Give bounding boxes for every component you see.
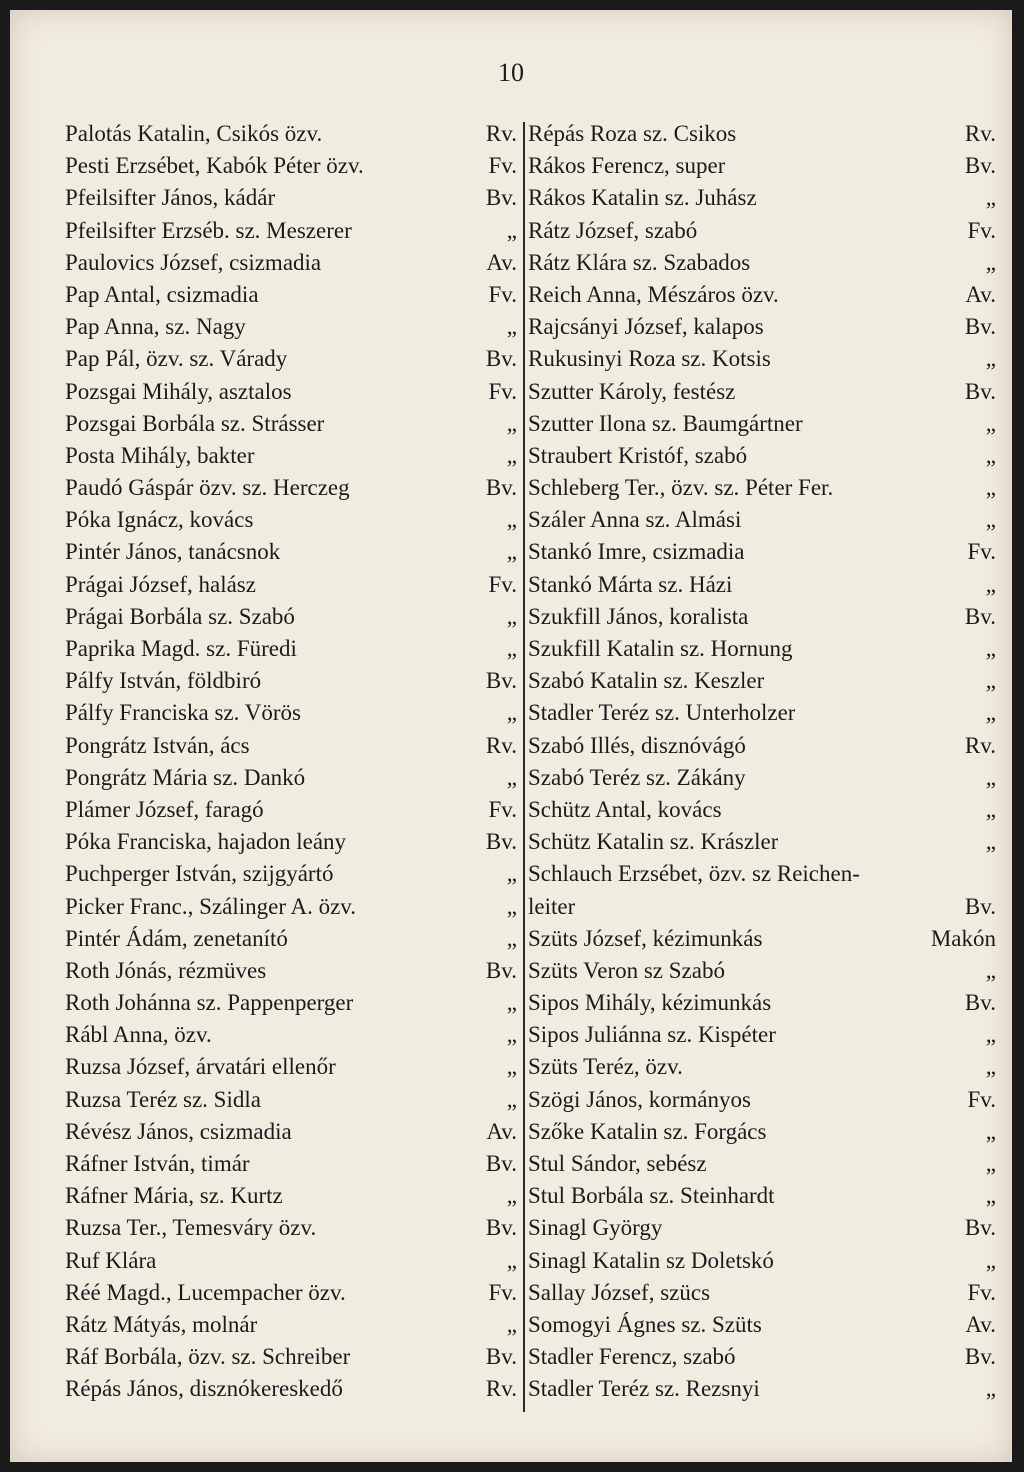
entry-location: „ — [985, 346, 996, 372]
list-item — [65, 697, 517, 729]
list-item — [65, 1084, 517, 1116]
list-item — [65, 279, 517, 311]
list-item — [528, 1084, 996, 1116]
entry-name: Pesti Erzsébet, Kabók Péter özv. — [65, 153, 364, 179]
entry-name: Rajcsányi József, kalapos — [528, 314, 764, 340]
list-item — [528, 1277, 996, 1309]
entry-location: Makón — [930, 925, 996, 951]
entry-name: Straubert Kristóf, szabó — [528, 442, 748, 468]
entry-location: „ — [985, 571, 996, 597]
entry-location: Fv. — [488, 281, 517, 307]
entry-location: „ — [506, 636, 517, 661]
entry-name: Paudó Gáspár özv. sz. Herczeg — [65, 475, 350, 501]
list-item — [528, 665, 996, 697]
column-divider — [523, 122, 525, 1412]
list-item — [528, 601, 996, 633]
entry-name: Sipos Mihály, kézimunkás — [528, 990, 772, 1016]
entry-name: Sinagl György — [528, 1215, 663, 1241]
entry-name: Ruzsa Ter., Temesváry özv. — [65, 1215, 317, 1241]
list-item — [65, 311, 517, 343]
entry-location: Fv. — [967, 217, 996, 243]
list-item — [65, 440, 517, 472]
list-item — [528, 697, 996, 729]
entry-name: Paprika Magd. sz. Füredi — [65, 636, 297, 661]
entry-name: Pongrátz Mária sz. Dankó — [65, 764, 306, 790]
list-item — [65, 633, 517, 665]
list-item — [65, 472, 517, 504]
entry-name: Szukfill Katalin sz. Hornung — [528, 636, 793, 661]
entry-location: Bv. — [485, 475, 517, 501]
list-item — [528, 472, 996, 504]
entry-name: Sipos Juliánna sz. Kispéter — [528, 1022, 776, 1048]
entry-name: Roth Johánna sz. Pappenperger — [65, 990, 354, 1016]
list-item — [528, 1309, 996, 1341]
entry-name: Pap Anna, sz. Nagy — [65, 314, 246, 340]
entry-location: „ — [985, 185, 996, 211]
entry-location: „ — [985, 796, 996, 822]
entry-name: Ruzsa József, árvatári ellenőr — [65, 1054, 336, 1080]
entry-location: „ — [506, 314, 517, 340]
list-item — [65, 504, 517, 536]
entry-name: Paulovics József, csizmadia — [65, 249, 322, 275]
entry-name: Puchperger István, szijgyártó — [65, 861, 334, 887]
entry-name: Rukusinyi Roza sz. Kotsis — [528, 346, 771, 372]
list-item — [528, 891, 996, 923]
entry-name: Póka Ignácz, kovács — [65, 507, 254, 533]
entry-name: Szögi János, kormányos — [528, 1086, 751, 1112]
entry-name: Száler Anna sz. Almási — [528, 507, 742, 533]
list-item — [65, 150, 517, 182]
list-item — [528, 1341, 996, 1373]
entry-name: Pálfy Franciska sz. Vörös — [65, 700, 301, 726]
list-item — [65, 1019, 517, 1051]
entry-location: „ — [985, 1183, 996, 1209]
entry-name: Sallay József, szücs — [528, 1279, 711, 1305]
entry-location: Bv. — [964, 893, 996, 919]
list-item — [528, 1116, 996, 1148]
entry-location: Fv. — [488, 1279, 517, 1305]
entry-location: „ — [506, 507, 517, 533]
list-item — [65, 1148, 517, 1180]
entry-name: Schleberg Ter., özv. sz. Péter Fer. — [528, 475, 834, 501]
entry-name: Szüts József, kézimunkás — [528, 925, 763, 951]
list-item — [528, 247, 996, 279]
entry-location: Fv. — [488, 153, 517, 179]
entry-name: Szabó Teréz sz. Zákány — [528, 764, 746, 790]
entry-location: „ — [985, 1118, 996, 1144]
entry-location: Av. — [965, 281, 996, 307]
list-item — [65, 1309, 517, 1341]
entry-name: Prágai József, halász — [65, 571, 256, 597]
list-item — [528, 1051, 996, 1083]
entry-location: „ — [985, 1054, 996, 1080]
list-item — [65, 665, 517, 697]
list-item — [65, 858, 517, 890]
entry-name: Picker Franc., Szálinger A. özv. — [65, 893, 357, 919]
entry-name: Pintér Ádám, zenetanító — [65, 925, 288, 951]
list-item — [65, 1341, 517, 1373]
list-item — [65, 987, 517, 1019]
entry-location: „ — [506, 861, 517, 887]
entry-location: Fv. — [488, 571, 517, 597]
entry-location: „ — [506, 217, 517, 243]
entry-location: Bv. — [485, 957, 517, 983]
entry-location: Fv. — [967, 1279, 996, 1305]
entry-name: Pozsgai Mihály, asztalos — [65, 378, 292, 404]
entry-name: Roth Jónás, rézmüves — [65, 957, 267, 983]
list-item — [65, 1373, 517, 1405]
entry-name: Sinagl Katalin sz Doletskó — [528, 1247, 774, 1273]
list-item — [65, 1051, 517, 1083]
entry-location: Fv. — [967, 1086, 996, 1112]
entry-name: Révész János, csizmadia — [65, 1118, 292, 1144]
entry-location: Bv. — [485, 1151, 517, 1176]
list-item — [65, 215, 517, 247]
entry-name: Pfeilsifter János, kádár — [65, 185, 276, 211]
entry-location: Bv. — [485, 668, 517, 694]
list-item — [528, 794, 996, 826]
entry-location: „ — [506, 893, 517, 919]
entry-location: Fv. — [488, 796, 517, 822]
entry-location: „ — [985, 636, 996, 661]
list-item — [528, 1245, 996, 1277]
entry-location: „ — [506, 1086, 517, 1112]
list-item — [528, 762, 996, 794]
list-item — [65, 1212, 517, 1244]
entry-name: Stul Sándor, sebész — [528, 1151, 707, 1176]
list-item — [65, 923, 517, 955]
entry-location: „ — [985, 1151, 996, 1176]
entry-name: Palotás Katalin, Csikós özv. — [65, 121, 323, 146]
list-item — [528, 311, 996, 343]
list-item — [528, 826, 996, 858]
list-item — [65, 569, 517, 601]
entry-name: Stankó Imre, csizmadia — [528, 539, 745, 565]
entry-location: „ — [985, 957, 996, 983]
entry-location: „ — [985, 249, 996, 275]
entry-location: „ — [506, 1247, 517, 1273]
entry-location: Bv. — [485, 829, 517, 855]
entry-location: „ — [506, 442, 517, 468]
list-item — [528, 215, 996, 247]
list-item — [65, 1245, 517, 1277]
entry-name: Stadler Ferencz, szabó — [528, 1344, 736, 1370]
entry-name: Somogyi Ágnes sz. Szüts — [528, 1311, 762, 1337]
entry-name: Prágai Borbála sz. Szabó — [65, 603, 295, 629]
entry-location: „ — [985, 829, 996, 855]
entry-name: Posta Mihály, bakter — [65, 442, 255, 468]
list-item — [528, 955, 996, 987]
entry-location: Bv. — [485, 1344, 517, 1370]
entry-name: Szüts Veron sz Szabó — [528, 957, 725, 983]
list-item — [528, 730, 996, 762]
entry-name: Ráf Borbála, özv. sz. Schreiber — [65, 1344, 351, 1370]
entry-location: Av. — [486, 249, 517, 275]
list-item — [528, 923, 996, 955]
entry-name: Reich Anna, Mészáros özv. — [528, 281, 779, 307]
entry-location: „ — [985, 668, 996, 694]
entry-name: Pap Pál, özv. sz. Várady — [65, 346, 288, 372]
right-column — [528, 118, 996, 1406]
list-item — [528, 858, 996, 890]
list-item — [528, 182, 996, 214]
entry-name: Rákos Ferencz, super — [528, 153, 726, 179]
entry-location: „ — [506, 764, 517, 790]
list-item — [528, 1373, 996, 1405]
list-item — [65, 247, 517, 279]
entry-name: Póka Franciska, hajadon leány — [65, 829, 347, 855]
entry-location: „ — [506, 700, 517, 726]
entry-name: Pozsgai Borbála sz. Strásser — [65, 410, 325, 436]
entry-location: Rv. — [485, 1376, 517, 1402]
entry-name: Plámer József, faragó — [65, 796, 264, 822]
list-item — [528, 408, 996, 440]
document-page — [10, 10, 1012, 1462]
entry-name: Ruf Klára — [65, 1247, 157, 1273]
entry-name: Schütz Antal, kovács — [528, 796, 722, 822]
list-item — [65, 601, 517, 633]
list-item — [65, 182, 517, 214]
list-item — [65, 376, 517, 408]
entry-location: Bv. — [485, 1215, 517, 1241]
entry-name: Ruzsa Teréz sz. Sidla — [65, 1086, 261, 1112]
entry-location: Fv. — [488, 378, 517, 404]
list-item — [65, 536, 517, 568]
entry-name: leiter — [528, 893, 576, 919]
list-item — [528, 376, 996, 408]
list-item — [528, 536, 996, 568]
entry-name: Rátz Mátyás, molnár — [65, 1311, 258, 1337]
entry-location: „ — [506, 990, 517, 1016]
list-item — [65, 1277, 517, 1309]
list-item — [65, 730, 517, 762]
entry-name: Rákos Katalin sz. Juhász — [528, 185, 757, 211]
entry-location: „ — [506, 1311, 517, 1337]
list-item — [528, 118, 996, 150]
left-column — [65, 118, 517, 1406]
list-item — [65, 343, 517, 375]
entry-name: Stadler Teréz sz. Rezsnyi — [528, 1376, 760, 1402]
entry-name: Schütz Katalin sz. Krászler — [528, 829, 779, 855]
list-item — [528, 279, 996, 311]
entry-location: Rv. — [964, 121, 996, 146]
entry-name: Répás Roza sz. Csikos — [528, 121, 737, 146]
list-item — [65, 955, 517, 987]
list-item — [65, 1116, 517, 1148]
entry-location: Bv. — [964, 314, 996, 340]
list-item — [528, 440, 996, 472]
entry-location: „ — [985, 764, 996, 790]
entry-name: Szukfill János, koralista — [528, 603, 749, 629]
entry-name: Szabó Illés, disznóvágó — [528, 732, 746, 758]
entry-location: Rv. — [485, 732, 517, 758]
list-item — [528, 504, 996, 536]
entry-name: Ráfner Mária, sz. Kurtz — [65, 1183, 283, 1209]
entry-name: Szabó Katalin sz. Keszler — [528, 668, 765, 694]
entry-location: Av. — [486, 1118, 517, 1144]
list-item — [528, 1148, 996, 1180]
entry-location: „ — [985, 507, 996, 533]
entry-location: „ — [985, 442, 996, 468]
list-item — [528, 1019, 996, 1051]
entry-location: Bv. — [964, 1344, 996, 1370]
entry-name: Stankó Márta sz. Házi — [528, 571, 733, 597]
entry-location: Bv. — [964, 153, 996, 179]
list-item — [528, 569, 996, 601]
entry-name: Rátz Klára sz. Szabados — [528, 249, 751, 275]
entry-name: Szőke Katalin sz. Forgács — [528, 1118, 767, 1144]
list-item — [528, 1212, 996, 1244]
entry-location: Bv. — [964, 378, 996, 404]
entry-name: Pintér János, tanácsnok — [65, 539, 281, 565]
entry-location: „ — [506, 1054, 517, 1080]
entry-location: Av. — [965, 1311, 996, 1337]
list-item — [528, 987, 996, 1019]
list-item — [65, 826, 517, 858]
list-item — [528, 1180, 996, 1212]
entry-name: Ráfner István, timár — [65, 1151, 250, 1176]
list-item — [65, 1180, 517, 1212]
entry-location: „ — [506, 1183, 517, 1209]
entry-location: „ — [506, 603, 517, 629]
entry-location: „ — [985, 700, 996, 726]
entry-name: Stadler Teréz sz. Unterholzer — [528, 700, 796, 726]
list-item — [65, 891, 517, 923]
entry-name: Schlauch Erzsébet, özv. sz Reichen- — [528, 861, 860, 887]
entry-location: „ — [506, 410, 517, 436]
list-item — [528, 633, 996, 665]
entry-name: Szutter Ilona sz. Baumgártner — [528, 410, 803, 436]
entry-name: Rátz József, szabó — [528, 217, 698, 243]
entry-location: „ — [506, 925, 517, 951]
entry-location: Bv. — [485, 346, 517, 372]
entry-name: Szutter Károly, festész — [528, 378, 736, 404]
entry-name: Réé Magd., Lucempacher özv. — [65, 1279, 346, 1305]
entry-name: Stul Borbála sz. Steinhardt — [528, 1183, 775, 1209]
entry-location: Fv. — [967, 539, 996, 565]
list-item — [528, 343, 996, 375]
entry-location: Bv. — [964, 1215, 996, 1241]
entry-location: „ — [506, 1022, 517, 1048]
entry-name: Rábl Anna, özv. — [65, 1022, 212, 1048]
entry-location: Rv. — [485, 121, 517, 146]
entry-name: Pálfy István, földbiró — [65, 668, 262, 694]
list-item — [65, 762, 517, 794]
list-item — [528, 150, 996, 182]
entry-location: „ — [985, 410, 996, 436]
entry-location: „ — [985, 1376, 996, 1402]
list-item — [65, 794, 517, 826]
entry-location: „ — [506, 539, 517, 565]
entry-location: „ — [985, 1022, 996, 1048]
list-item — [65, 118, 517, 150]
entry-name: Pfeilsifter Erzséb. sz. Meszerer — [65, 217, 352, 243]
entry-location: Rv. — [964, 732, 996, 758]
entry-name: Szüts Teréz, özv. — [528, 1054, 683, 1080]
entry-location: „ — [985, 1247, 996, 1273]
entry-name: Répás János, disznókereskedő — [65, 1376, 343, 1402]
entry-location: Bv. — [485, 185, 517, 211]
page-number: 10 — [498, 58, 524, 87]
entry-location: Bv. — [964, 603, 996, 629]
entry-name: Pap Antal, csizmadia — [65, 281, 259, 307]
list-item — [65, 408, 517, 440]
entry-location: „ — [985, 475, 996, 501]
entry-name: Pongrátz István, ács — [65, 732, 250, 758]
entry-location: Bv. — [964, 990, 996, 1016]
